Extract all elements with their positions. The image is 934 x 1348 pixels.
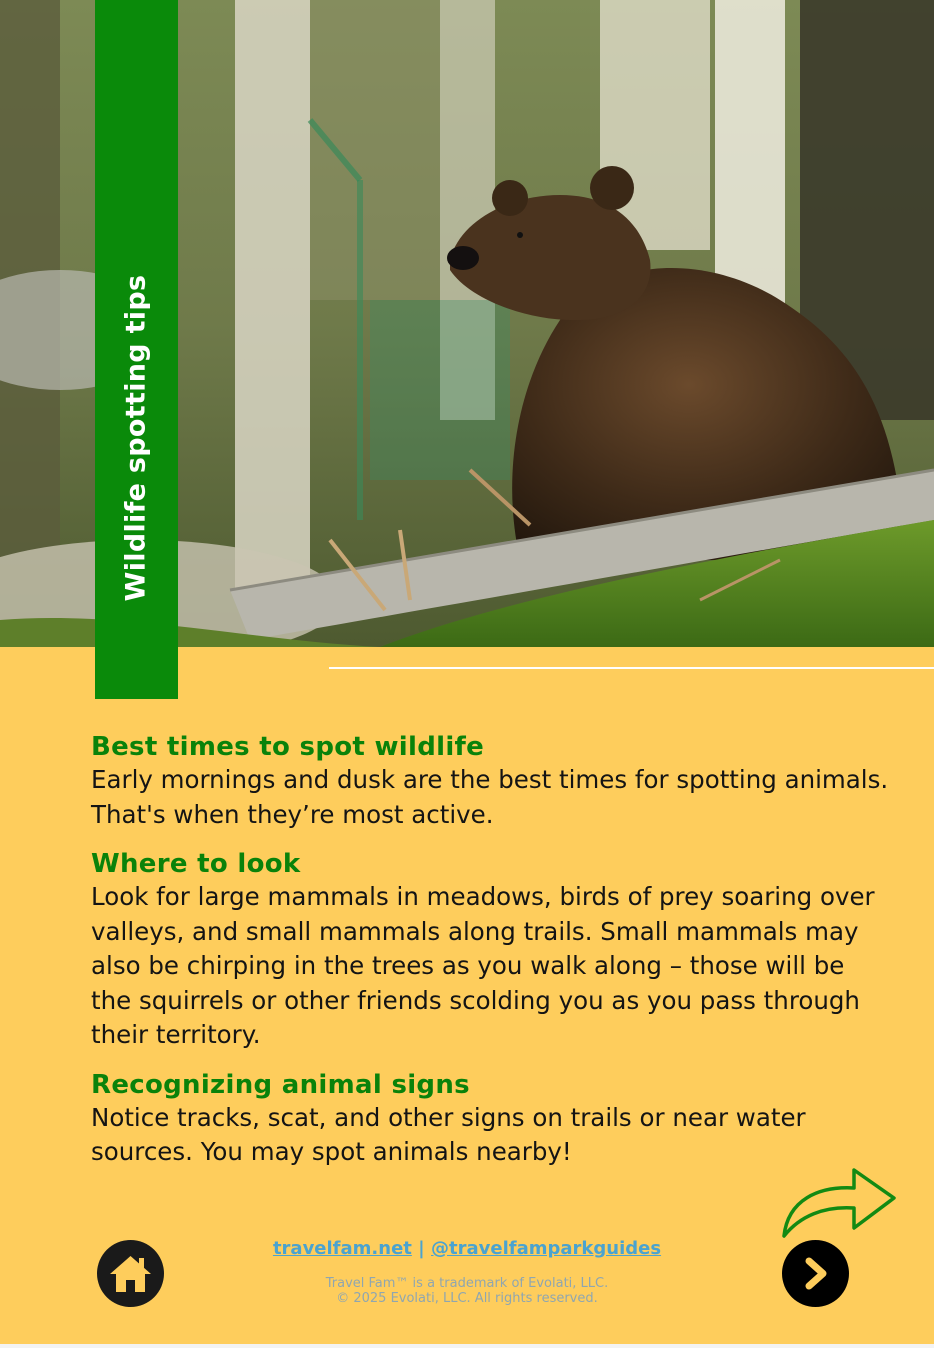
link-separator: | xyxy=(418,1238,425,1259)
section-animal-signs xyxy=(91,1069,891,1170)
section-body: Look for large mammals in meadows, birds of prey soaring over valleys, and small mammals along trails. Small mammals may also be chirping in the trees as you walk along – those will be the squirrels or other friends scolding you as you pass through their territory. xyxy=(91,882,875,1049)
social-link[interactable]: @travelfamparkguides xyxy=(431,1238,662,1259)
section-best-times xyxy=(91,731,891,832)
section-heading: Best times to spot wildlife xyxy=(91,732,485,762)
curved-arrow-icon xyxy=(778,1160,900,1240)
next-page-button[interactable] xyxy=(782,1240,849,1307)
chevron-right-icon xyxy=(782,1240,849,1307)
section-heading: Recognizing animal signs xyxy=(91,1069,470,1100)
website-link[interactable]: travelfam.net xyxy=(272,1238,412,1259)
divider-line xyxy=(329,667,934,669)
content-area xyxy=(91,731,891,1186)
trademark-text: Travel Fam™ is a trademark of Evolati, LLC. xyxy=(325,1276,609,1291)
page-title: Wildlife spotting tips xyxy=(120,274,152,602)
copyright-text: © 2025 Evolati, LLC. All rights reserved. xyxy=(336,1291,598,1306)
page-bottom-edge xyxy=(0,1344,934,1348)
section-where-to-look xyxy=(91,848,891,1053)
section-body: Early mornings and dusk are the best times for spotting animals. That's when they’re most active. xyxy=(91,765,889,829)
section-heading: Where to look xyxy=(91,849,301,879)
section-body: Notice tracks, scat, and other signs on trails or near water sources. You may spot animals nearby! xyxy=(91,1102,806,1166)
